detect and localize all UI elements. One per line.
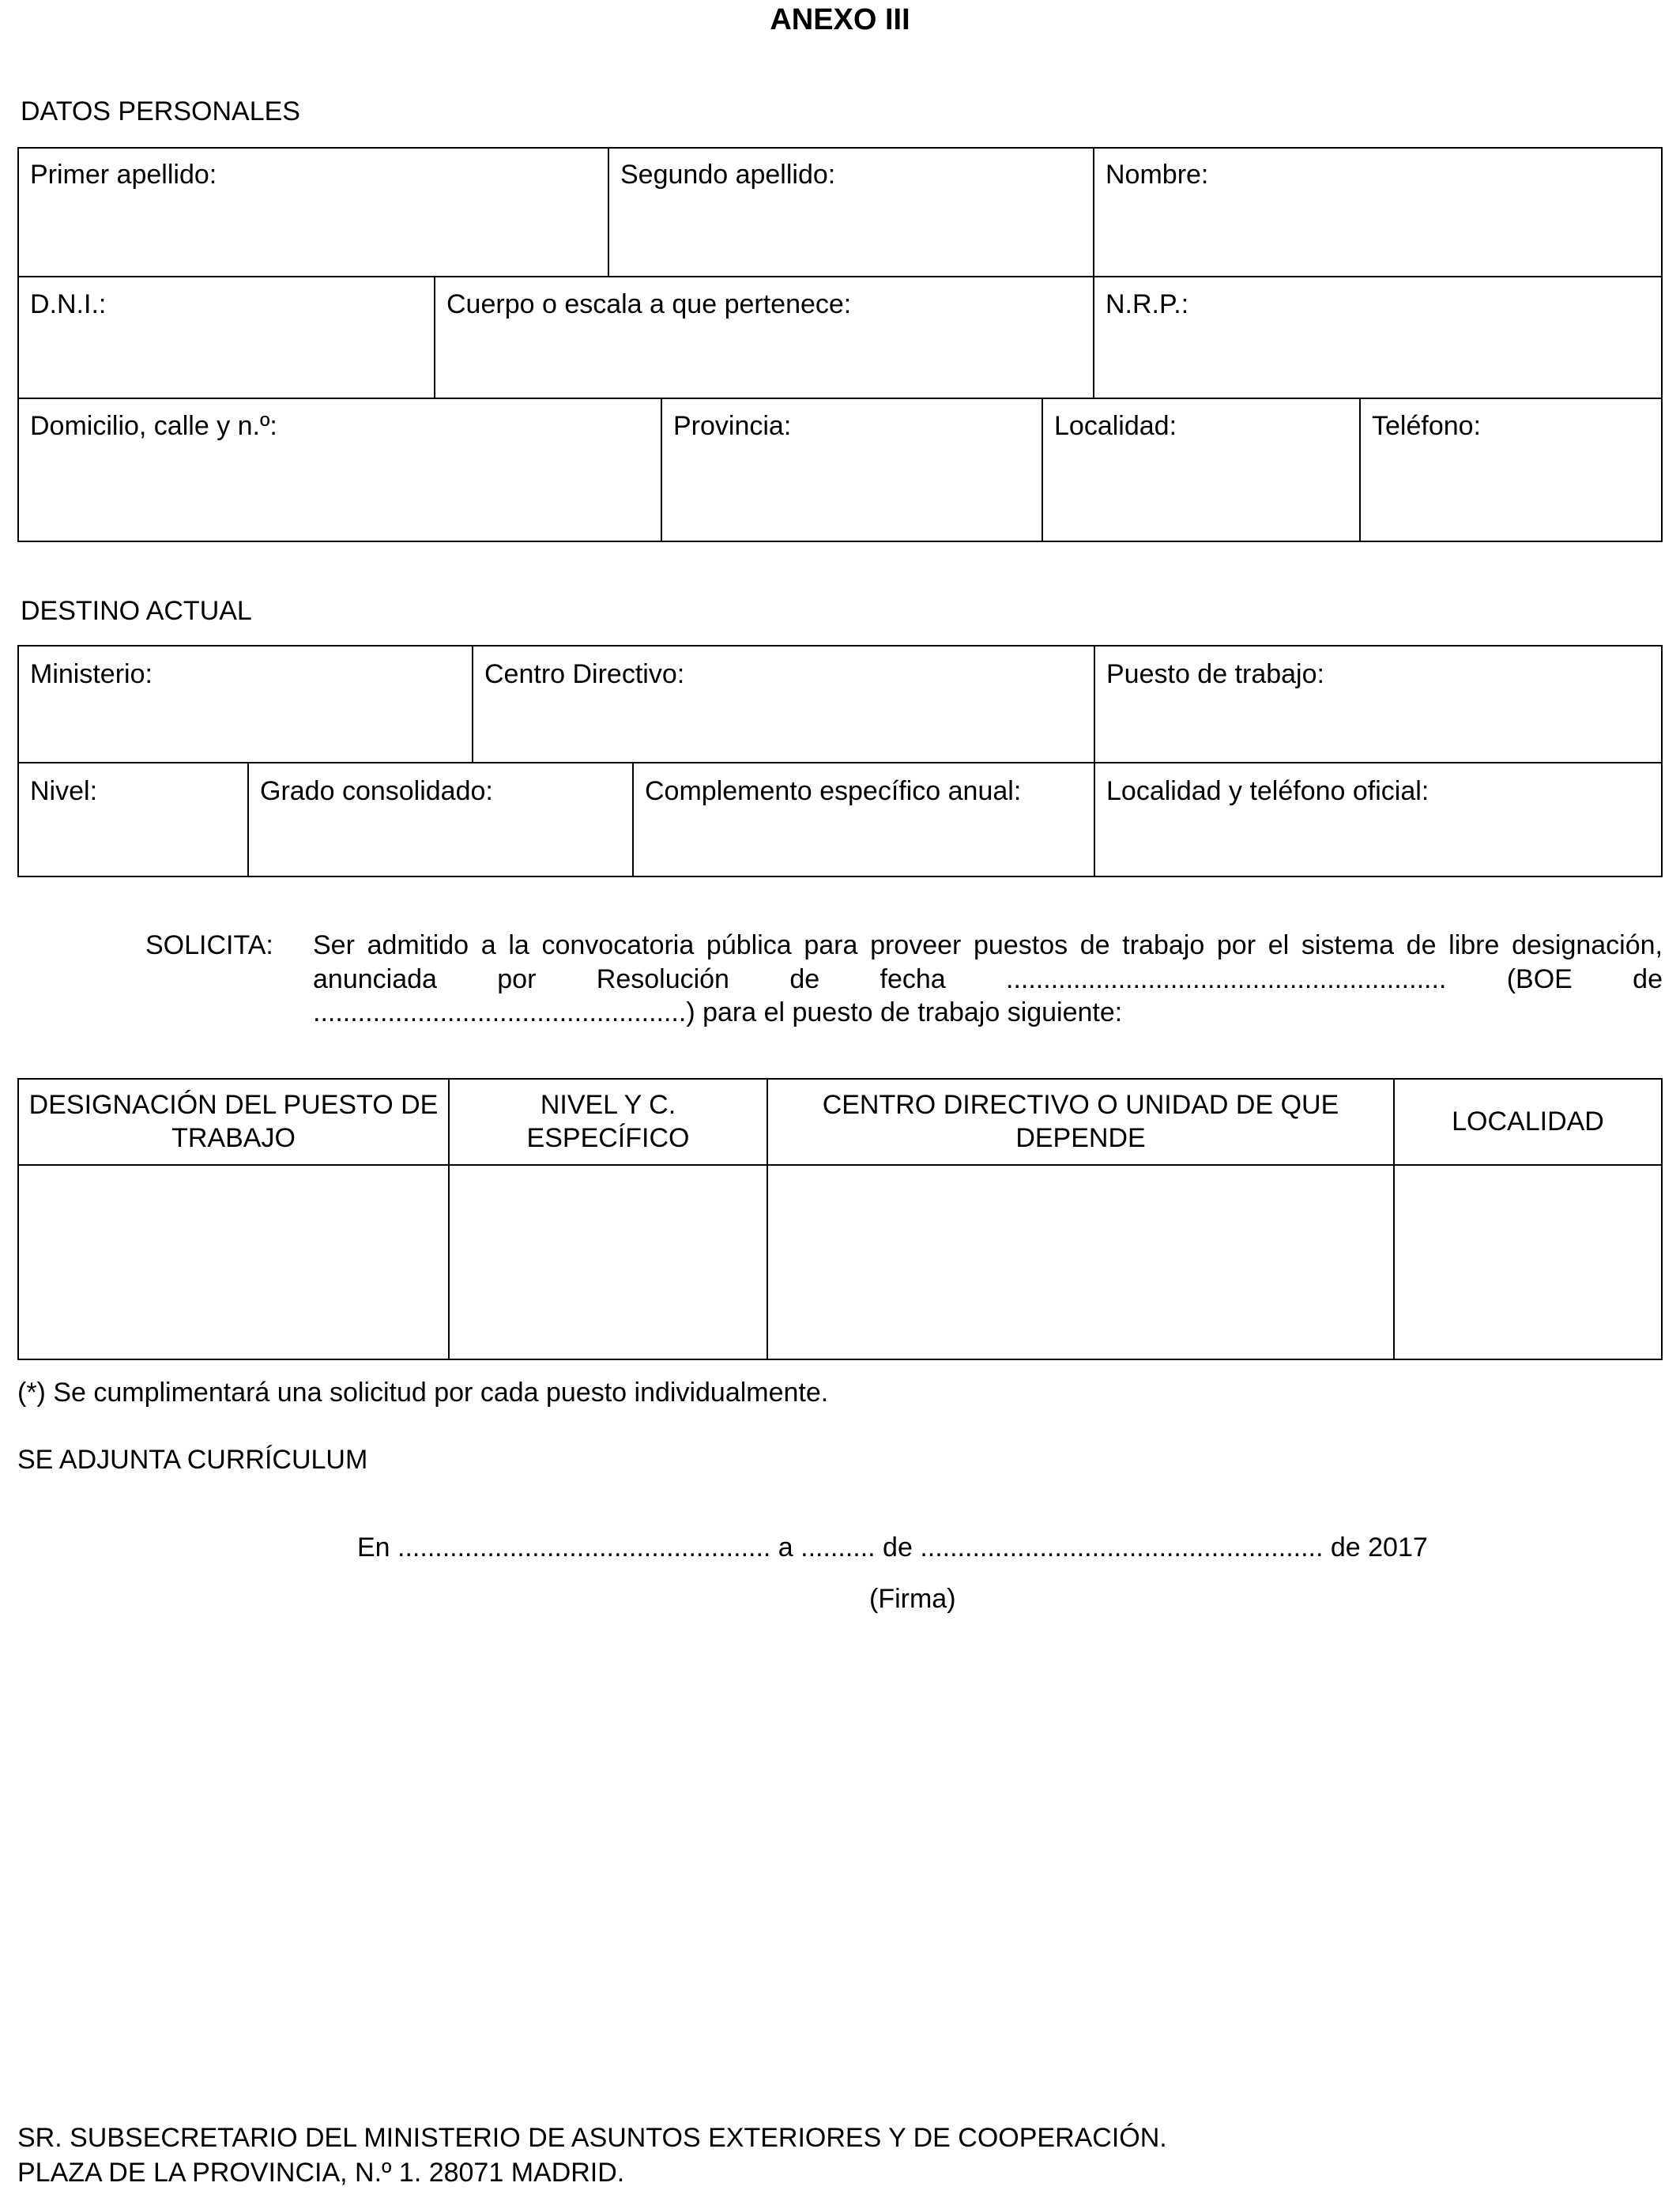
field-label: Segundo apellido: <box>620 160 836 190</box>
field-label: Primer apellido: <box>30 160 217 190</box>
field-segundo-apellido[interactable] <box>609 149 1093 276</box>
row-divider <box>17 762 1663 763</box>
table-cell-nivel[interactable] <box>450 1166 767 1359</box>
field-domicilio[interactable] <box>19 400 661 541</box>
table-header-localidad: LOCALIDAD <box>1452 1106 1604 1137</box>
field-label: Ministerio: <box>30 659 153 689</box>
field-cuerpo-escala[interactable] <box>435 278 1093 398</box>
solicita-line: anunciada por Resolución de fecha ........................................................... (BOE de <box>313 963 1663 994</box>
field-label: Complemento específico anual: <box>645 776 1022 806</box>
solicita-text <box>313 929 1663 1030</box>
field-label: Localidad: <box>1054 411 1177 441</box>
field-label: Nivel: <box>30 776 98 806</box>
page-title: ANEXO III <box>770 3 910 36</box>
destinatario-line: SR. SUBSECRETARIO DEL MINISTERIO DE ASUNTOS EXTERIORES Y DE COOPERACIÓN. <box>17 2123 1167 2153</box>
row-divider <box>17 276 1663 277</box>
table-cell-centro-directivo[interactable] <box>768 1166 1393 1359</box>
row-divider <box>17 398 1663 399</box>
field-label: D.N.I.: <box>30 289 107 319</box>
field-complemento-especifico[interactable] <box>634 765 1094 876</box>
field-label: N.R.P.: <box>1106 289 1189 319</box>
table-header-centro-directivo: CENTRO DIRECTIVO O UNIDAD DE QUE DEPENDE <box>822 1090 1339 1153</box>
footnote: (*) Se cumplimentará una solicitud por cada puesto individualmente. <box>17 1378 829 1408</box>
table-cell-designacion[interactable] <box>19 1166 448 1359</box>
field-label: Domicilio, calle y n.º: <box>30 411 277 441</box>
destinatario-address: PLAZA DE LA PROVINCIA, N.º 1. 28071 MADRID. <box>17 2158 625 2188</box>
field-nombre[interactable] <box>1094 149 1661 276</box>
table-header-designacion: DESIGNACIÓN DEL PUESTO DE TRABAJO <box>28 1090 439 1153</box>
solicita-line: ..................................................) para el puesto de trabajo siguiente: <box>313 997 1123 1027</box>
field-centro-directivo[interactable] <box>473 648 1094 762</box>
field-label: Nombre: <box>1106 160 1209 190</box>
field-dni[interactable] <box>19 278 434 398</box>
table-cell-localidad[interactable] <box>1395 1166 1661 1359</box>
solicita-line: Ser admitido a la convocatoria pública para proveer puestos de trabajo por el sistema de libre designación, <box>313 930 1663 960</box>
solicita-label: SOLICITA: <box>145 930 273 960</box>
field-telefono[interactable] <box>1361 400 1661 541</box>
field-label: Teléfono: <box>1372 411 1481 441</box>
fecha-line: En .................................................. a .......... de ...................................................... de 2017 <box>357 1532 1428 1563</box>
field-label: Cuerpo o escala a que pertenece: <box>446 289 852 319</box>
field-ministerio[interactable] <box>19 648 472 762</box>
field-primer-apellido[interactable] <box>19 149 608 276</box>
field-localidad-telefono-oficial[interactable] <box>1095 765 1661 876</box>
field-provincia[interactable] <box>662 400 1042 541</box>
field-nivel[interactable] <box>19 765 247 876</box>
field-grado-consolidado[interactable] <box>249 765 632 876</box>
field-localidad[interactable] <box>1043 400 1359 541</box>
field-label: Puesto de trabajo: <box>1106 659 1324 689</box>
table-header-nivel: NIVEL Y C. ESPECÍFICO <box>526 1090 690 1153</box>
firma-label: (Firma) <box>869 1584 956 1614</box>
section-heading-datos-personales: DATOS PERSONALES <box>21 96 300 126</box>
field-nrp[interactable] <box>1094 278 1661 398</box>
field-label: Grado consolidado: <box>260 776 493 806</box>
section-heading-destino-actual: DESTINO ACTUAL <box>21 596 252 626</box>
field-puesto-trabajo[interactable] <box>1095 648 1661 762</box>
field-label: Localidad y teléfono oficial: <box>1106 776 1430 806</box>
field-label: Provincia: <box>673 411 792 441</box>
field-label: Centro Directivo: <box>484 659 685 689</box>
adjunta-curriculum: SE ADJUNTA CURRÍCULUM <box>17 1445 368 1475</box>
